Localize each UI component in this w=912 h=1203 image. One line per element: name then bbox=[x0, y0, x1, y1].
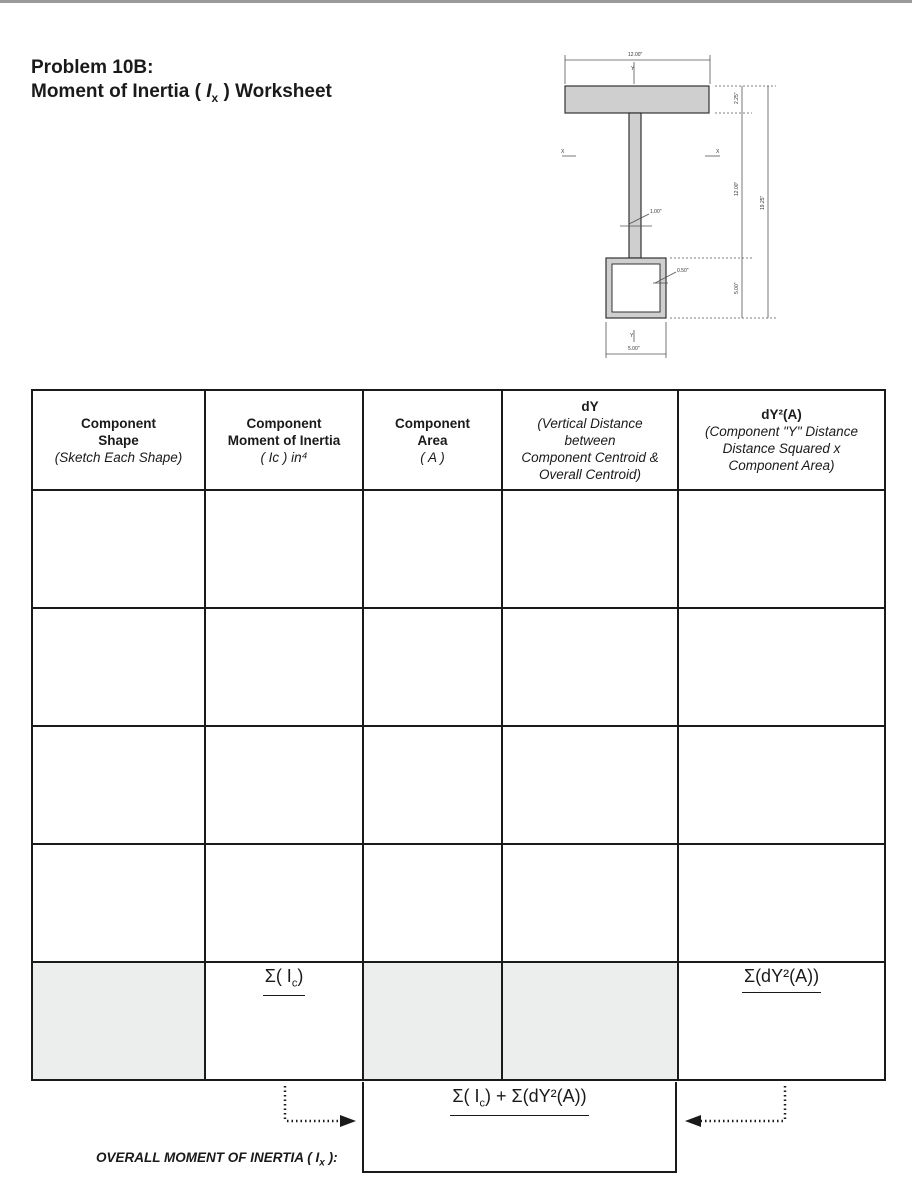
header-component-shape: Component Shape (Sketch Each Shape) bbox=[32, 390, 205, 490]
axis-x-left: X bbox=[561, 149, 565, 155]
overall-moment-label: OVERALL MOMENT OF INERTIA ( $I_x$ ): bbox=[96, 1150, 338, 1169]
total-formula: Σ( $I_c) + \Sigma(dY^2(A))$ bbox=[450, 1086, 588, 1116]
arrow-left-head bbox=[685, 1115, 701, 1127]
dim-web-height: 12.00" bbox=[734, 181, 740, 196]
dim-tube-width: 5.00" bbox=[628, 346, 640, 352]
header-component-area: Component Area ( A ) bbox=[363, 390, 502, 490]
title-line-2: Moment of Inertia ( $I_x$ ) Worksheet bbox=[31, 81, 332, 105]
arrow-right-head bbox=[340, 1115, 356, 1127]
header-dy: dY (Vertical Distance between Component Centroid & Overall Centroid) bbox=[502, 390, 678, 490]
dim-total-height: 19.25" bbox=[760, 195, 766, 210]
dim-web-thickness: 1.00" bbox=[650, 209, 662, 215]
dim-flange-height: 2.25" bbox=[734, 92, 740, 104]
dim-tube-wall: 0.50" bbox=[677, 268, 689, 274]
dim-top-width: 12.00" bbox=[628, 52, 643, 58]
axis-y-top: Y bbox=[631, 66, 635, 72]
header-dy2a: dY²(A) (Component "Y" Distance Distance Squared x Component Area) bbox=[678, 390, 885, 490]
sum-dy2a-label: Σ(dY²(A)) bbox=[742, 966, 821, 993]
header-component-moment: Component Moment of Inertia ( Ic ) in⁴ bbox=[205, 390, 363, 490]
dim-tube-height: 5.00" bbox=[734, 282, 740, 294]
sum-ic-label: Σ( $I_c$) bbox=[263, 966, 306, 996]
title-line-1: Problem 10B: bbox=[31, 57, 154, 78]
axis-y-bottom: Y bbox=[630, 333, 634, 339]
axis-x-right: X bbox=[716, 149, 720, 155]
